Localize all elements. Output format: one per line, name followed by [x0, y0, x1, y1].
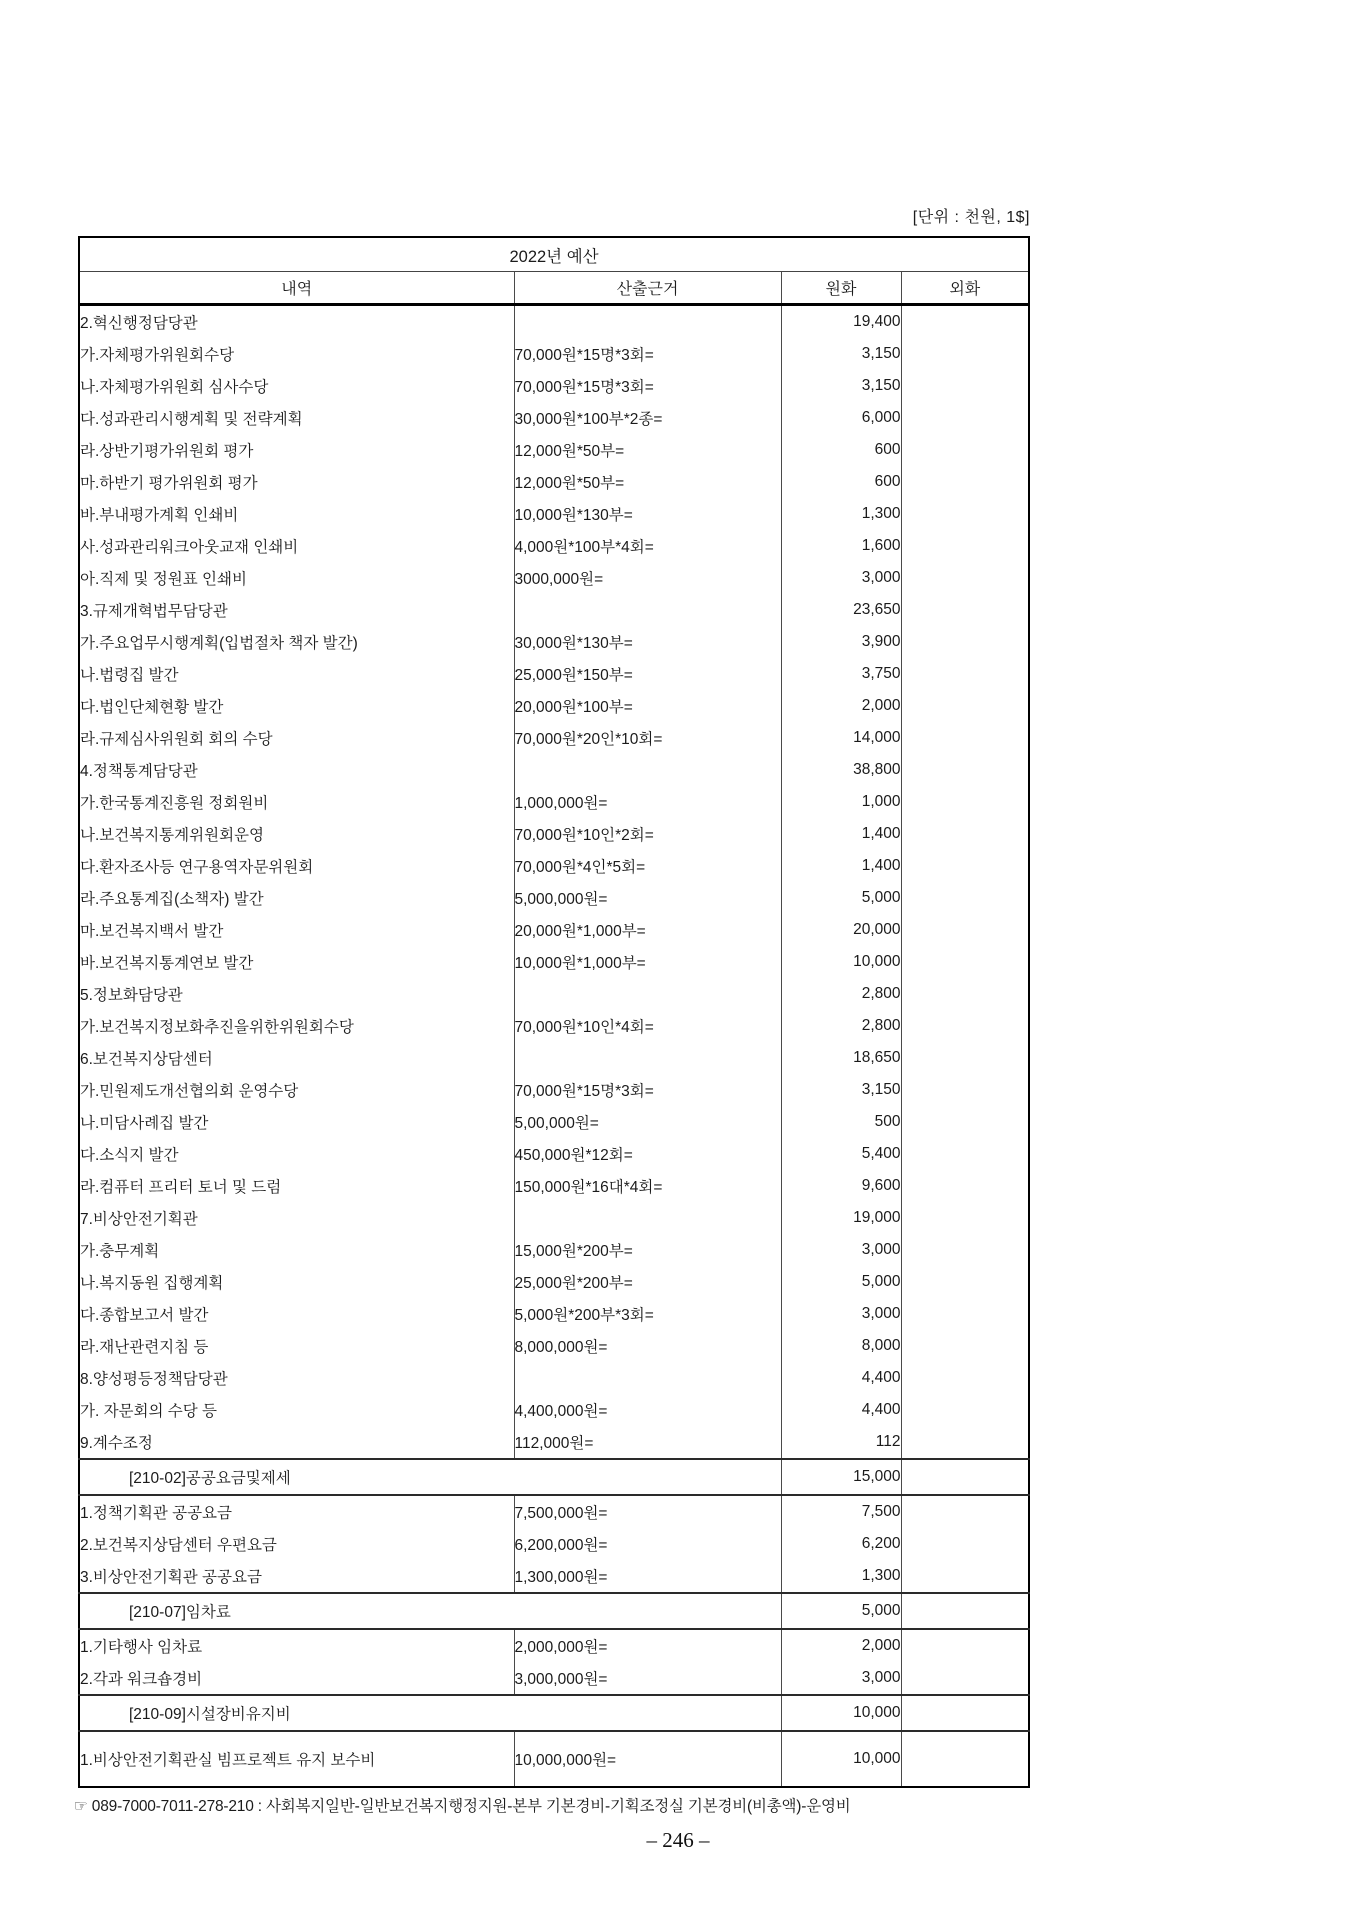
- budget-table: [78, 236, 1030, 1788]
- table-title: 2022년 예산: [79, 237, 1029, 272]
- item-name: 다.법인단체현황 발간: [80, 699, 224, 716]
- fx-amount: [901, 498, 1029, 530]
- calculation-basis: 12,000원*50부=: [514, 434, 781, 466]
- calculation-basis: 150,000원*16대*4회=: [514, 1170, 781, 1202]
- calculation-basis: 70,000원*10인*2회=: [514, 818, 781, 850]
- budget-code-footnote: ☞ 089-7000-7011-278-210 : 사회복지일반-일반보건복지행정지원-본부 기본경비-기획조정실 기본경비(비총액)-운영비: [74, 1798, 851, 1815]
- fx-amount: [901, 914, 1029, 946]
- item-row: [79, 1010, 1029, 1042]
- fx-amount: [901, 1010, 1029, 1042]
- fx-amount: [901, 946, 1029, 978]
- fx-amount: [901, 370, 1029, 402]
- unit-label: [단위 : 천원, 1$]: [912, 209, 1030, 226]
- item-name: 다.환자조사등 연구용역자문위원회: [80, 859, 314, 876]
- calculation-basis: 5,000,000원=: [514, 882, 781, 914]
- item-row: [79, 1074, 1029, 1106]
- section-row: [79, 1459, 1029, 1495]
- calculation-basis: 70,000원*4인*5회=: [514, 850, 781, 882]
- item-name: 가.민원제도개선협의회 운영수당: [80, 1083, 299, 1100]
- fx-amount: [901, 466, 1029, 498]
- calculation-basis: [514, 1362, 781, 1394]
- item-row: [79, 1662, 1029, 1695]
- fx-amount: [901, 978, 1029, 1010]
- krw-amount: 10,000: [781, 1731, 901, 1787]
- item-name: 아.직제 및 정원표 인쇄비: [80, 571, 247, 588]
- fx-amount: [901, 1662, 1029, 1695]
- calculation-basis: 7,500,000원=: [514, 1495, 781, 1528]
- fx-amount: [901, 1266, 1029, 1298]
- item-name: 1.정책기획관 공공요금: [80, 1505, 232, 1522]
- section-label: [210-02]공공요금및제세: [79, 1459, 781, 1495]
- item-name: 4.정책통계담당관: [80, 763, 198, 780]
- calculation-basis: 70,000원*20인*10회=: [514, 722, 781, 754]
- item-name: 가.자체평가위원회수당: [80, 347, 235, 364]
- calculation-basis: [514, 1202, 781, 1234]
- item-name: 9.계수조정: [80, 1435, 153, 1452]
- item-name: 가.주요업무시행계획(입법절차 책자 발간): [80, 635, 358, 652]
- item-row: [79, 850, 1029, 882]
- krw-amount: 1,000: [781, 786, 901, 818]
- krw-amount: 2,000: [781, 690, 901, 722]
- krw-amount: 2,000: [781, 1629, 901, 1662]
- item-row: [79, 1528, 1029, 1560]
- calculation-basis: [514, 754, 781, 786]
- item-name: 나.미담사례집 발간: [80, 1115, 209, 1132]
- fx-amount: [901, 1170, 1029, 1202]
- table-title-row: [79, 237, 1029, 272]
- item-name: 다.종합보고서 발간: [80, 1307, 209, 1324]
- calculation-basis: [514, 305, 781, 339]
- item-name: 라.규제심사위원회 회의 수당: [80, 731, 273, 748]
- calculation-basis: 10,000원*130부=: [514, 498, 781, 530]
- section-label: [210-09]시설장비유지비: [79, 1695, 781, 1731]
- krw-amount: 10,000: [781, 946, 901, 978]
- item-name: 1.비상안전기획관실 빔프로젝트 유지 보수비: [80, 1752, 376, 1769]
- fx-amount: [901, 1298, 1029, 1330]
- calculation-basis: 1,300,000원=: [514, 1560, 781, 1593]
- calculation-basis: 112,000원=: [514, 1426, 781, 1459]
- calculation-basis: 5,000원*200부*3회=: [514, 1298, 781, 1330]
- fx-amount: [901, 1495, 1029, 1528]
- item-name: 사.성과관리워크아웃교재 인쇄비: [80, 539, 299, 556]
- krw-amount: 5,000: [781, 882, 901, 914]
- calculation-basis: [514, 978, 781, 1010]
- section-label: [210-07]임차료: [79, 1593, 781, 1629]
- fx-amount: [901, 754, 1029, 786]
- krw-amount: 5,000: [781, 1266, 901, 1298]
- calculation-basis: 25,000원*200부=: [514, 1266, 781, 1298]
- item-name: 라.상반기평가위원회 평가: [80, 443, 254, 460]
- fx-amount: [901, 338, 1029, 370]
- item-row: [79, 722, 1029, 754]
- krw-amount: 20,000: [781, 914, 901, 946]
- item-row: [79, 1170, 1029, 1202]
- table-header-row: [79, 272, 1029, 305]
- krw-amount: 3,150: [781, 338, 901, 370]
- krw-amount: 4,400: [781, 1362, 901, 1394]
- item-name: 바.보건복지통계연보 발간: [80, 955, 254, 972]
- item-row: [79, 1495, 1029, 1528]
- item-row: [79, 786, 1029, 818]
- calculation-basis: 5,00,000원=: [514, 1106, 781, 1138]
- column-header-krw: 원화: [781, 272, 901, 305]
- item-row: [79, 305, 1029, 339]
- item-row: [79, 1266, 1029, 1298]
- calculation-basis: 70,000원*15명*3회=: [514, 338, 781, 370]
- item-name: 가.보건복지정보화추진을위한위원회수당: [80, 1019, 354, 1036]
- item-name: 7.비상안전기획관: [80, 1211, 198, 1228]
- krw-amount: 14,000: [781, 722, 901, 754]
- calculation-basis: 25,000원*150부=: [514, 658, 781, 690]
- fx-amount: [901, 1629, 1029, 1662]
- krw-amount: 600: [781, 434, 901, 466]
- budget-table-container: [78, 236, 1028, 1788]
- fx-amount: [901, 1426, 1029, 1459]
- krw-amount: 2,800: [781, 978, 901, 1010]
- item-name: 나.보건복지통계위원회운영: [80, 827, 264, 844]
- fx-amount: [901, 690, 1029, 722]
- calculation-basis: 12,000원*50부=: [514, 466, 781, 498]
- item-row: [79, 594, 1029, 626]
- item-row: [79, 658, 1029, 690]
- krw-amount: 500: [781, 1106, 901, 1138]
- krw-amount: 3,900: [781, 626, 901, 658]
- fx-amount: [901, 1362, 1029, 1394]
- item-row: [79, 1426, 1029, 1459]
- calculation-basis: 8,000,000원=: [514, 1330, 781, 1362]
- item-name: 바.부내평가계획 인쇄비: [80, 507, 239, 524]
- fx-amount: [901, 850, 1029, 882]
- fx-amount: [901, 1560, 1029, 1593]
- item-name: 1.기타행사 임차료: [80, 1639, 203, 1656]
- section-krw-amount: 15,000: [781, 1459, 901, 1495]
- fx-amount: [901, 1074, 1029, 1106]
- krw-amount: 6,200: [781, 1528, 901, 1560]
- item-row: [79, 754, 1029, 786]
- column-header-item: 내역: [79, 272, 514, 305]
- section-row: [79, 1695, 1029, 1731]
- fx-amount: [901, 530, 1029, 562]
- page-number: – 246 –: [646, 1828, 710, 1852]
- calculation-basis: 30,000원*130부=: [514, 626, 781, 658]
- item-name: 나.법령집 발간: [80, 667, 179, 684]
- calculation-basis: 70,000원*10인*4회=: [514, 1010, 781, 1042]
- fx-amount: [901, 1138, 1029, 1170]
- budget-table-body: [79, 305, 1029, 1788]
- fx-amount: [901, 1042, 1029, 1074]
- krw-amount: 1,300: [781, 498, 901, 530]
- krw-amount: 3,000: [781, 1234, 901, 1266]
- krw-amount: 7,500: [781, 1495, 901, 1528]
- calculation-basis: 20,000원*100부=: [514, 690, 781, 722]
- item-name: 8.양성평등정책담당관: [80, 1371, 228, 1388]
- item-name: 2.혁신행정담당관: [80, 315, 198, 332]
- section-krw-amount: 10,000: [781, 1695, 901, 1731]
- fx-amount: [901, 786, 1029, 818]
- section-fx-amount: [901, 1593, 1029, 1629]
- krw-amount: 600: [781, 466, 901, 498]
- item-row: [79, 530, 1029, 562]
- calculation-basis: 3,000,000원=: [514, 1662, 781, 1695]
- fx-amount: [901, 1106, 1029, 1138]
- item-row: [79, 1629, 1029, 1662]
- column-header-fx: 외화: [901, 272, 1029, 305]
- krw-amount: 4,400: [781, 1394, 901, 1426]
- fx-amount: [901, 1731, 1029, 1787]
- fx-amount: [901, 818, 1029, 850]
- item-row: [79, 402, 1029, 434]
- section-row: [79, 1593, 1029, 1629]
- fx-amount: [901, 402, 1029, 434]
- fx-amount: [901, 1330, 1029, 1362]
- item-row: [79, 946, 1029, 978]
- krw-amount: 3,150: [781, 1074, 901, 1106]
- fx-amount: [901, 722, 1029, 754]
- krw-amount: 3,750: [781, 658, 901, 690]
- item-name: 마.하반기 평가위원회 평가: [80, 475, 258, 492]
- calculation-basis: [514, 594, 781, 626]
- item-row: [79, 1138, 1029, 1170]
- section-krw-amount: 5,000: [781, 1593, 901, 1629]
- item-name: 다.소식지 발간: [80, 1147, 179, 1164]
- item-row: [79, 498, 1029, 530]
- krw-amount: 6,000: [781, 402, 901, 434]
- fx-amount: [901, 882, 1029, 914]
- krw-amount: 3,000: [781, 1298, 901, 1330]
- item-row: [79, 562, 1029, 594]
- item-name: 마.보건복지백서 발간: [80, 923, 224, 940]
- krw-amount: 1,400: [781, 818, 901, 850]
- fx-amount: [901, 1528, 1029, 1560]
- item-name: 라.컴퓨터 프리터 토너 및 드럼: [80, 1179, 282, 1196]
- calculation-basis: 450,000원*12회=: [514, 1138, 781, 1170]
- item-name: 다.성과관리시행계획 및 전략계획: [80, 411, 303, 428]
- item-row: [79, 1362, 1029, 1394]
- item-row: [79, 1202, 1029, 1234]
- calculation-basis: 10,000,000원=: [514, 1731, 781, 1787]
- item-row: [79, 1394, 1029, 1426]
- item-row: [79, 818, 1029, 850]
- fx-amount: [901, 658, 1029, 690]
- item-row: [79, 1560, 1029, 1593]
- item-row: [79, 1042, 1029, 1074]
- calculation-basis: 70,000원*15명*3회=: [514, 1074, 781, 1106]
- item-name: 라.재난관련지침 등: [80, 1339, 209, 1356]
- fx-amount: [901, 626, 1029, 658]
- krw-amount: 1,300: [781, 1560, 901, 1593]
- krw-amount: 1,400: [781, 850, 901, 882]
- item-name: 6.보건복지상담센터: [80, 1051, 213, 1068]
- item-name: 라.주요통계집(소책자) 발간: [80, 891, 264, 908]
- item-row: [79, 626, 1029, 658]
- calculation-basis: 4,400,000원=: [514, 1394, 781, 1426]
- item-name: 나.자체평가위원회 심사수당: [80, 379, 269, 396]
- krw-amount: 19,400: [781, 305, 901, 339]
- calculation-basis: 1,000,000원=: [514, 786, 781, 818]
- krw-amount: 2,800: [781, 1010, 901, 1042]
- fx-amount: [901, 1394, 1029, 1426]
- item-name: 가. 자문회의 수당 등: [80, 1403, 218, 1420]
- krw-amount: 9,600: [781, 1170, 901, 1202]
- item-row: [79, 690, 1029, 722]
- fx-amount: [901, 1202, 1029, 1234]
- item-row: [79, 1330, 1029, 1362]
- calculation-basis: 30,000원*100부*2종=: [514, 402, 781, 434]
- calculation-basis: 70,000원*15명*3회=: [514, 370, 781, 402]
- calculation-basis: 10,000원*1,000부=: [514, 946, 781, 978]
- item-row: [79, 338, 1029, 370]
- calculation-basis: 15,000원*200부=: [514, 1234, 781, 1266]
- calculation-basis: 4,000원*100부*4회=: [514, 530, 781, 562]
- section-fx-amount: [901, 1695, 1029, 1731]
- item-name: 가.충무계획: [80, 1243, 160, 1260]
- calculation-basis: 3000,000원=: [514, 562, 781, 594]
- item-row: [79, 1298, 1029, 1330]
- item-row: [79, 1234, 1029, 1266]
- krw-amount: 112: [781, 1426, 901, 1459]
- item-name: 5.정보화담당관: [80, 987, 183, 1004]
- krw-amount: 8,000: [781, 1330, 901, 1362]
- fx-amount: [901, 434, 1029, 466]
- krw-amount: 18,650: [781, 1042, 901, 1074]
- item-name: 나.복지동원 집행계획: [80, 1275, 224, 1292]
- item-row: [79, 370, 1029, 402]
- item-row: [79, 914, 1029, 946]
- item-name: 2.각과 워크숍경비: [80, 1671, 203, 1688]
- item-row: [79, 882, 1029, 914]
- item-name: 가.한국통계진흥원 정회원비: [80, 795, 269, 812]
- item-row: [79, 466, 1029, 498]
- item-name: 2.보건복지상담센터 우편요금: [80, 1537, 277, 1554]
- section-fx-amount: [901, 1459, 1029, 1495]
- krw-amount: 19,000: [781, 1202, 901, 1234]
- fx-amount: [901, 1234, 1029, 1266]
- item-row: [79, 434, 1029, 466]
- krw-amount: 3,000: [781, 1662, 901, 1695]
- calculation-basis: 6,200,000원=: [514, 1528, 781, 1560]
- item-name: 3.비상안전기획관 공공요금: [80, 1569, 262, 1586]
- krw-amount: 23,650: [781, 594, 901, 626]
- item-row: [79, 1106, 1029, 1138]
- krw-amount: 3,000: [781, 562, 901, 594]
- calculation-basis: 2,000,000원=: [514, 1629, 781, 1662]
- item-row: [79, 1731, 1029, 1787]
- fx-amount: [901, 562, 1029, 594]
- column-header-basis: 산출근거: [514, 272, 781, 305]
- krw-amount: 3,150: [781, 370, 901, 402]
- fx-amount: [901, 305, 1029, 339]
- calculation-basis: 20,000원*1,000부=: [514, 914, 781, 946]
- krw-amount: 5,400: [781, 1138, 901, 1170]
- krw-amount: 38,800: [781, 754, 901, 786]
- fx-amount: [901, 594, 1029, 626]
- calculation-basis: [514, 1042, 781, 1074]
- item-name: 3.규제개혁법무담당관: [80, 603, 228, 620]
- item-row: [79, 978, 1029, 1010]
- krw-amount: 1,600: [781, 530, 901, 562]
